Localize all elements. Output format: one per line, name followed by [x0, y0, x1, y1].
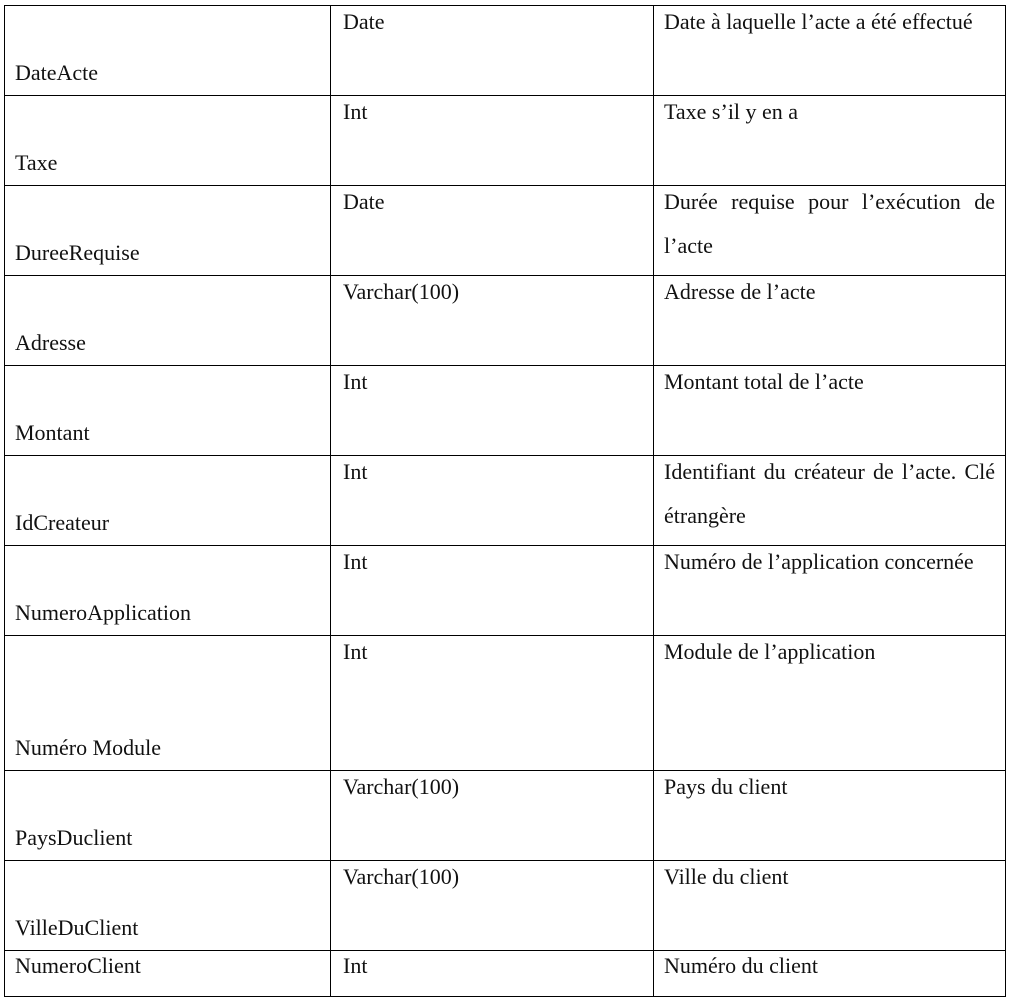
field-type: Int [331, 96, 654, 186]
field-name: Adresse [5, 276, 331, 366]
field-type: Date [331, 6, 654, 96]
field-description [654, 771, 1006, 861]
table-row [5, 96, 1006, 186]
table-row [5, 636, 1006, 771]
field-type: Varchar(100) [331, 276, 654, 366]
field-type: Date [331, 186, 654, 276]
field-description-text: Ville du client [664, 864, 789, 889]
field-description [654, 546, 1006, 636]
table-row [5, 366, 1006, 456]
field-type: Int [331, 366, 654, 456]
field-name: Taxe [5, 96, 331, 186]
table-row [5, 6, 1006, 96]
field-name: DateActe [5, 6, 331, 96]
table-row [5, 951, 1006, 997]
field-type: Varchar(100) [331, 771, 654, 861]
field-name: PaysDuclient [5, 771, 331, 861]
field-name: Numéro Module [5, 636, 331, 771]
field-description [654, 96, 1006, 186]
field-description [654, 636, 1006, 771]
field-description [654, 951, 1006, 997]
field-type: Int [331, 456, 654, 546]
field-description [654, 456, 1006, 546]
field-description-text: Pays du client [664, 774, 788, 799]
field-name: DureeRequise [5, 186, 331, 276]
field-type: Int [331, 636, 654, 771]
field-description-text: Adresse de l’acte [664, 279, 816, 304]
field-description-text: Durée requise pour l’exécution de l’acte [664, 189, 995, 258]
field-description [654, 186, 1006, 276]
table-row [5, 861, 1006, 951]
field-description-text: Montant total de l’acte [664, 369, 864, 394]
field-type: Varchar(100) [331, 861, 654, 951]
field-name: NumeroApplication [5, 546, 331, 636]
field-name: NumeroClient [5, 951, 331, 997]
field-description-text: Taxe s’il y en a [664, 99, 799, 124]
table-row [5, 186, 1006, 276]
field-name: Montant [5, 366, 331, 456]
field-description-text: Date à laquelle l’acte a été effectué [664, 9, 973, 34]
field-description [654, 276, 1006, 366]
table-row [5, 276, 1006, 366]
field-description [654, 861, 1006, 951]
table-row [5, 771, 1006, 861]
field-description-text: Numéro de l’application concernée [664, 549, 974, 574]
field-definition-table [4, 5, 1006, 997]
field-description-text: Numéro du client [664, 953, 818, 978]
field-description-text: Identifiant du créateur de l’acte. Clé étrangère [664, 459, 995, 528]
field-type: Int [331, 951, 654, 997]
field-description-text: Module de l’application [664, 639, 876, 664]
field-type: Int [331, 546, 654, 636]
field-description [654, 6, 1006, 96]
field-name: IdCreateur [5, 456, 331, 546]
field-description [654, 366, 1006, 456]
table-row [5, 546, 1006, 636]
field-name: VilleDuClient [5, 861, 331, 951]
table-row [5, 456, 1006, 546]
